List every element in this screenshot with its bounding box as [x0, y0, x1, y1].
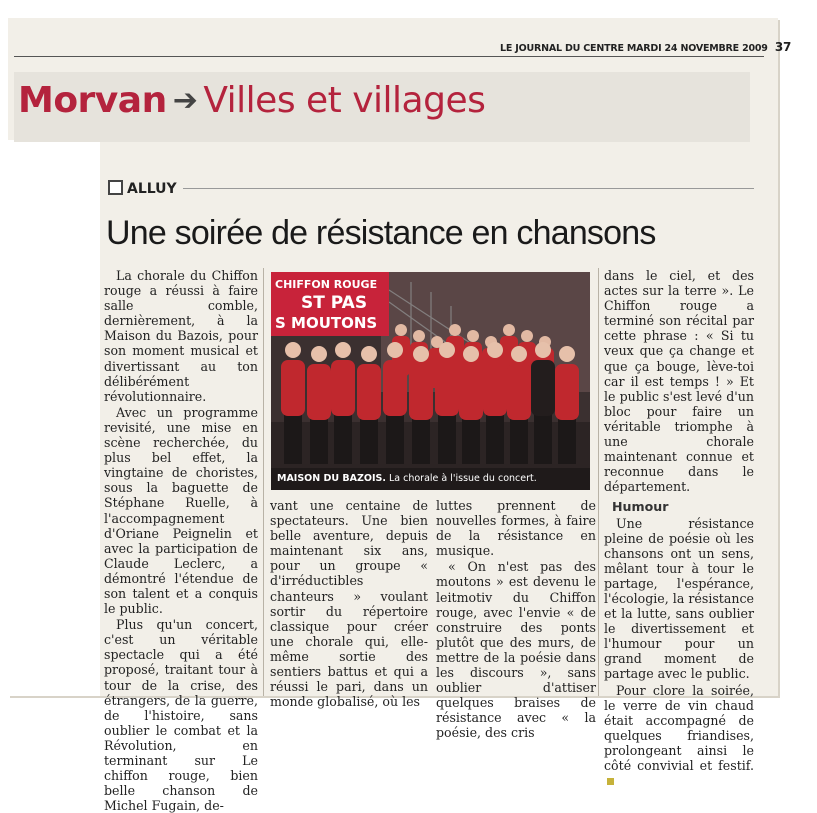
end-of-article-icon [607, 778, 614, 785]
singer-body [555, 364, 579, 420]
column-divider [598, 268, 599, 696]
section-rubric: Villes et villages [203, 80, 486, 121]
singer-head [311, 346, 327, 362]
section-region: Morvan [18, 80, 167, 121]
article-column-4 [604, 268, 754, 773]
singer-legs [386, 412, 404, 464]
singer-legs [284, 412, 302, 464]
column-divider [263, 268, 264, 696]
kicker-rule [108, 188, 754, 189]
singer-body [307, 364, 331, 420]
paragraph [604, 683, 754, 789]
singer-head [439, 342, 455, 358]
singer-body [357, 364, 381, 420]
paragraph: La chorale du Chiffon rouge a réussi à faire salle comble, dernièrement, à la Maison du Bazois, pour son moment musical et divertissant au ton délibérément révolutionnaire. [104, 268, 258, 404]
singer-body [483, 360, 507, 416]
masthead-paper-name: LE JOURNAL DU CENTRE [500, 43, 624, 54]
singer-head [361, 346, 377, 362]
singer-body [383, 360, 407, 416]
paragraph: Avec un programme revisité, une mise en scène recherchée, du plus bel effet, la vingtaine de choristes, sous la baguette de Stéphane Ruelle, à l'accompagnement d'Oriane Peignelin et avec la participation de Claude Leclerc, a démontré l'étendue de son talent et a conquis le public. [104, 404, 258, 617]
photo-caption [271, 468, 590, 490]
choir-photo-illustration [271, 272, 590, 488]
square-bullet-icon [108, 180, 123, 195]
section-title [18, 80, 485, 121]
caption-text: La chorale à l'issue du concert. [388, 473, 537, 484]
banner-text: ST PAS [301, 293, 368, 313]
singer-head [335, 342, 351, 358]
article-column-3 [436, 498, 596, 741]
singer-legs [534, 412, 552, 464]
masthead-rule [14, 56, 764, 57]
cut-out-margin [8, 140, 100, 696]
singer-head [449, 324, 461, 336]
article-column-2 [270, 498, 428, 710]
singer-head [487, 342, 503, 358]
singer-legs [438, 412, 456, 464]
masthead-page-number: 37 [774, 40, 792, 54]
paragraph: luttes prennent de nouvelles formes, à faire de la résistance en musique. [436, 498, 596, 559]
kicker-location: ALLUY [127, 181, 177, 197]
paragraph-text: Pour clore la soirée, le verre de vin chaud était accompagné de quelques friandises, prolongeant ainsi le côté convivial et festif. [604, 682, 754, 773]
singer-head [503, 324, 515, 336]
singer-body [331, 360, 355, 416]
paragraph: « On n'est pas des moutons » est devenu le leitmotiv du Chiffon rouge, avec l'envie « de construire des ponts plutôt que des murs, de mettre de la poésie dans les discours », sans oublier d'attiser quelques braises de résistance avec « la poésie, des cris [436, 559, 596, 741]
article-subhead: Humour [612, 499, 669, 515]
singer-head [413, 346, 429, 362]
singer-legs [486, 412, 504, 464]
singer-head [395, 324, 407, 336]
article-column-1 [104, 268, 258, 813]
singer-head [535, 342, 551, 358]
singer-body [281, 360, 305, 416]
choir-photo [271, 272, 590, 488]
arrow-right-icon: ➔ [172, 83, 198, 118]
singer-body [531, 360, 555, 416]
caption-place: MAISON DU BAZOIS. [277, 473, 386, 484]
singer-head [285, 342, 301, 358]
singer-head [463, 346, 479, 362]
paragraph: vant une centaine de spectateurs. Une bien belle aventure, depuis maintenant six ans, pour un groupe « d'irréductibles chanteurs » voulant sortir du répertoire classique pour créer une chorale qui, elle-même sortie des sentiers battus et qui a réussi le pari, dans un monde globalisé, où les [270, 498, 428, 710]
singer-head [521, 330, 533, 342]
paragraph: Une résistance pleine de poésie où les chansons ont un sens, mêlant tour à tour le partage, l'espérance, l'écologie, la résistance et la lutte, sans oublier le divertissement et l'humour pour un grand moment de partage avec le public. [604, 515, 754, 682]
banner-text: S MOUTONS [275, 314, 378, 332]
page-masthead [500, 40, 792, 54]
banner-text: CHIFFON ROUGE [275, 278, 378, 291]
singer-head [387, 342, 403, 358]
singer-head [511, 346, 527, 362]
singer-body [459, 364, 483, 420]
singer-body [409, 364, 433, 420]
singer-legs [334, 412, 352, 464]
article-headline: Une soirée de résistance en chansons [106, 214, 656, 252]
singer-head [559, 346, 575, 362]
singer-body [435, 360, 459, 416]
singer-head [467, 330, 479, 342]
article-kicker [108, 180, 183, 197]
masthead-date: MARDI 24 NOVEMBRE 2009 [626, 43, 768, 54]
singer-body [507, 364, 531, 420]
paragraph: dans le ciel, et des actes sur la terre ». Le Chiffon rouge a terminé son récital par cette phrase : « Si tu veux que ça change et que ça bouge, lève-toi car il est temps ! » Et le public s'est levé d'un bloc pour faire un véritable triomphe à une chorale maintenant connue et reconnue dans le département. [604, 268, 754, 495]
singer-head [413, 330, 425, 342]
paragraph: Plus qu'un concert, c'est un véritable spectacle qui a été proposé, traitant tour à tour de la crise, des étrangers, de la guerre, de l'histoire, sans oublier le combat et la Révolution, en terminant sur Le chiffon rouge, bien belle chanson de Michel Fugain, de- [104, 617, 258, 813]
